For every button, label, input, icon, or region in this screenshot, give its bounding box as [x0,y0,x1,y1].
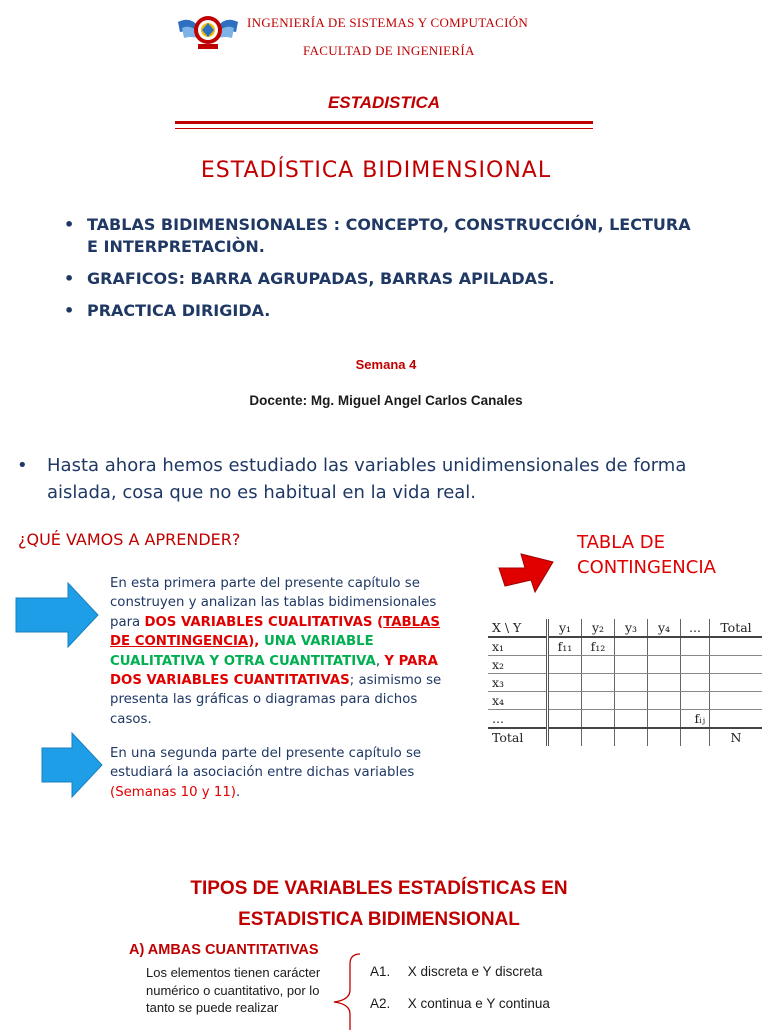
bullet: • [64,215,75,234]
faculty-name: FACULTAD DE INGENIERÍA [303,43,475,58]
page-title: ESTADÍSTICA BIDIMENSIONAL [200,158,552,183]
week-label: Semana 4 [355,357,417,372]
table-cell [648,710,681,729]
table-cell: Total [488,728,548,746]
table-cell: ... [488,710,548,729]
bullet: • [17,455,28,476]
section-title [0,873,758,935]
intro-text: Hasta ahora hemos estudiado las variables unidimensionales de forma aislada, cosa que no es habitual en la vida real. [47,455,687,503]
text-run: En esta primera parte del presente capítulo se construyen y analizan las tablas bidimensionales para [110,576,437,630]
table-header-cell: y₂ [582,619,615,637]
curly-brace-icon [326,952,362,1032]
table-row [488,637,762,656]
table-cell [710,637,763,656]
contingency-title: TABLA DE CONTINGENCIA [577,532,716,578]
table-cell [681,674,710,692]
table-cell [548,710,582,729]
contingency-table [488,619,762,746]
table-cell [548,656,582,674]
table-cell: f₁₂ [582,637,615,656]
table-cell [548,674,582,692]
option-number: A2. [370,996,391,1011]
topic-text: PRACTICA DIRIGIDA. [87,301,271,320]
table-cell: x₃ [488,674,548,692]
option-text: X discreta e Y discreta [407,964,543,979]
table-cell: x₄ [488,692,548,710]
table-cell [710,674,763,692]
table-cell [681,656,710,674]
table-cell: x₂ [488,656,548,674]
highlight-text: ), [248,634,260,650]
table-cell [615,637,648,656]
table-header-cell: ... [681,619,710,637]
description-paragraph [110,744,450,802]
table-header-row [488,619,762,637]
course-title: ESTADISTICA [327,93,441,112]
variable-type-option [370,996,550,1011]
divider [175,128,593,129]
table-header-cell: X \ Y [488,619,548,637]
table-cell [582,674,615,692]
topic-item [64,268,704,290]
text-run: , [375,653,385,669]
section-title-line: TIPOS DE VARIABLES ESTADÍSTICAS EN [190,878,568,899]
table-cell [710,692,763,710]
table-cell [548,728,582,746]
highlight-text: (Semanas 10 y 11) [110,784,236,800]
table-cell [582,728,615,746]
highlight-text: Y PARA DOS VARIABLES CUANTITATIVAS [110,653,438,689]
table-header-cell: y₁ [548,619,582,637]
table-cell [615,710,648,729]
teacher-label: Docente: Mg. Miguel Angel Carlos Canales [249,393,523,408]
option-text: X continua e Y continua [407,996,550,1011]
topic-item [64,300,704,322]
option-number: A1. [370,964,391,979]
description-paragraph [110,574,450,729]
table-row [488,674,762,692]
highlight-text: DOS VARIABLES CUALITATIVAS ( [144,614,384,630]
table-cell [582,710,615,729]
table-cell [648,656,681,674]
table-cell [681,692,710,710]
topic-text: GRAFICOS: BARRA AGRUPADAS, BARRAS APILADAS. [87,269,555,288]
text-run: ; asimismo se presenta las gráficas o diagramas para dichos casos. [110,673,442,727]
table-header-cell: Total [710,619,763,637]
highlight-text: UNA VARIABLE CUALITATIVA Y OTRA CUANTITATIVA [110,634,376,669]
topic-text: TABLAS BIDIMENSIONALES : CONCEPTO, CONSTRUCCIÓN, LECTURA E INTERPRETACIÒN. [87,215,691,256]
table-cell: x₁ [488,637,548,656]
table-cell [681,728,710,746]
table-header-cell: y₄ [648,619,681,637]
table-row [488,710,762,729]
right-arrow-icon [40,731,104,799]
table-cell [648,637,681,656]
red-arrow-icon [495,548,557,600]
subsection-description: Los elementos tienen carácter numérico o cuantitativo, por lo tanto se puede realizar [146,965,321,1015]
table-row [488,656,762,674]
table-cell: fᵢⱼ [681,710,710,729]
table-cell [710,710,763,729]
text-run: En una segunda parte del presente capítulo se estudiará la asociación entre dichas variables [110,746,422,781]
table-cell [615,674,648,692]
table-cell [710,656,763,674]
institution-name: INGENIERÍA DE SISTEMAS Y COMPUTACIÓN [247,15,529,30]
table-header-cell: y₃ [615,619,648,637]
table-cell [648,674,681,692]
section-heading: ¿QUÉ VAMOS A APRENDER? [18,530,241,549]
bullet: • [64,269,75,288]
table-cell [648,728,681,746]
table-cell [681,637,710,656]
table-cell [648,692,681,710]
section-title-line: ESTADISTICA BIDIMENSIONAL [238,909,520,930]
table-cell [615,656,648,674]
divider [175,121,593,124]
table-cell: f₁₁ [548,637,582,656]
topic-item [64,214,704,258]
variable-type-option [370,964,542,979]
bullet: • [64,301,75,320]
table-cell [615,692,648,710]
university-logo [176,8,240,52]
highlight-text: TABLAS DE CONTINGENCIA [110,614,440,650]
table-cell [582,692,615,710]
table-total-row [488,728,762,746]
table-cell [582,656,615,674]
subsection-heading: A) AMBAS CUANTITATIVAS [129,942,319,958]
table-cell [548,692,582,710]
table-row [488,692,762,710]
text-run: . [236,784,241,800]
table-cell: N [710,728,763,746]
table-cell [615,728,648,746]
intro-paragraph [17,452,737,506]
right-arrow-icon [14,581,100,649]
